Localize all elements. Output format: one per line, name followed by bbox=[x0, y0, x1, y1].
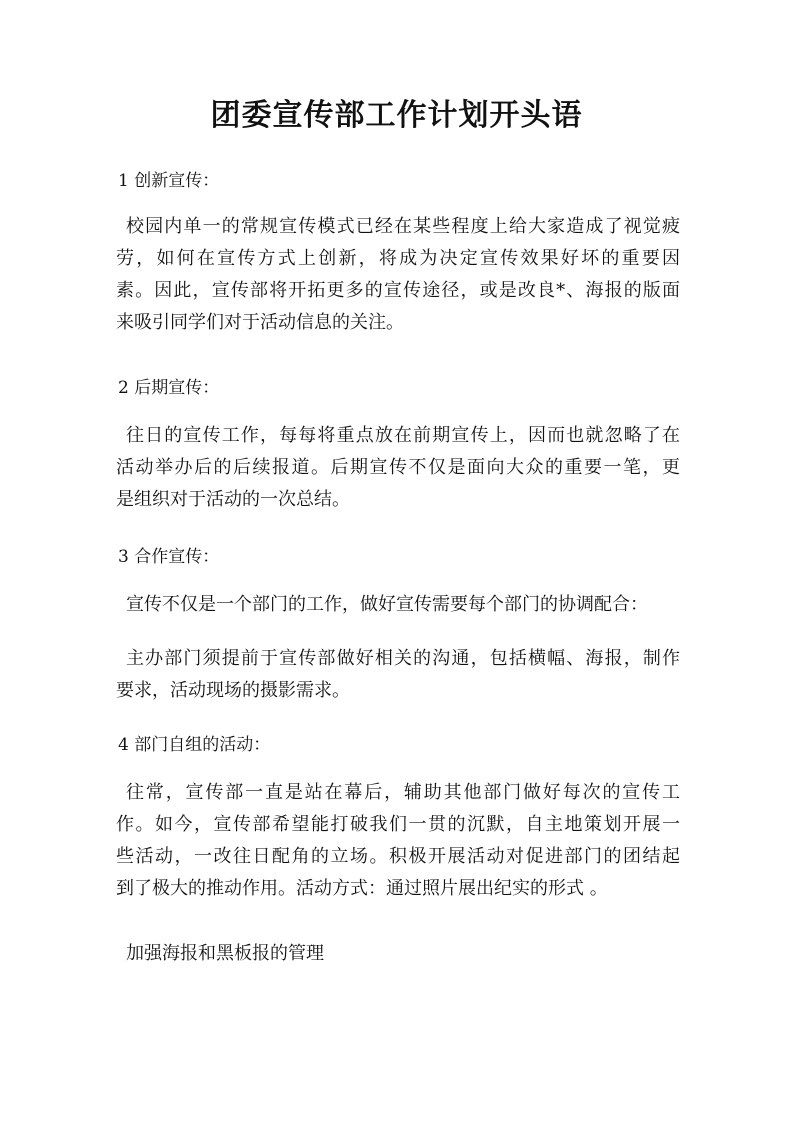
paragraph-line: 劳，如何在宣传方式上创新，将成为决定宣传效果好坏的重要因 bbox=[116, 248, 680, 269]
section-4-paragraph-2 bbox=[116, 938, 680, 970]
paragraph-line: 素。因此，宣传部将开拓更多的宣传途径，或是改良*、海报的版面 bbox=[116, 280, 680, 301]
paragraph-line: 往常，宣传部一直是站在幕后，辅助其他部门做好每次的宣传工 bbox=[126, 782, 680, 803]
section-heading-4: 4 部门自组的活动： bbox=[118, 735, 271, 755]
section-heading-1: 1 创新宣传： bbox=[118, 171, 220, 191]
paragraph-line: 宣传不仅是一个部门的工作，做好宣传需要每个部门的协调配合： bbox=[126, 594, 648, 615]
paragraph-line: 是组织对于活动的一次总结。 bbox=[116, 489, 350, 510]
paragraph-line: 活动举办后的后续报道。后期宣传不仅是面向大众的重要一笔，更 bbox=[116, 457, 680, 478]
paragraph-line: 校园内单一的常规宣传模式已经在某些程度上给大家造成了视觉疲 bbox=[126, 216, 680, 237]
document-title: 团委宣传部工作计划开头语 bbox=[210, 98, 583, 133]
section-heading-2: 2 后期宣传： bbox=[118, 378, 220, 398]
paragraph-line: 主办部门须提前于宣传部做好相关的沟通，包括横幅、海报，制作 bbox=[126, 648, 680, 669]
section-1-paragraph-1 bbox=[116, 211, 680, 339]
paragraph-line: 往日的宣传工作，每每将重点放在前期宣传上，因而也就忽略了在 bbox=[126, 425, 680, 446]
section-3-paragraph-2 bbox=[116, 643, 680, 707]
paragraph-line: 作。如今，宣传部希望能打破我们一贯的沉默，自主地策划开展一 bbox=[116, 814, 680, 835]
paragraph-line: 到了极大的推动作用。活动方式：通过照片展出纪实的形式 。 bbox=[116, 878, 608, 899]
section-2-paragraph-1 bbox=[116, 420, 680, 516]
paragraph-line: 些活动，一改往日配角的立场。积极开展活动对促进部门的团结起 bbox=[116, 846, 680, 867]
paragraph-line: 要求，活动现场的摄影需求。 bbox=[116, 680, 350, 701]
section-4-paragraph-1 bbox=[116, 777, 680, 905]
section-heading-3: 3 合作宣传： bbox=[118, 547, 220, 567]
paragraph-line: 加强海报和黑板报的管理 bbox=[126, 943, 324, 964]
section-3-paragraph-1 bbox=[116, 589, 680, 621]
paragraph-line: 来吸引同学们对于活动信息的关注。 bbox=[116, 312, 404, 333]
